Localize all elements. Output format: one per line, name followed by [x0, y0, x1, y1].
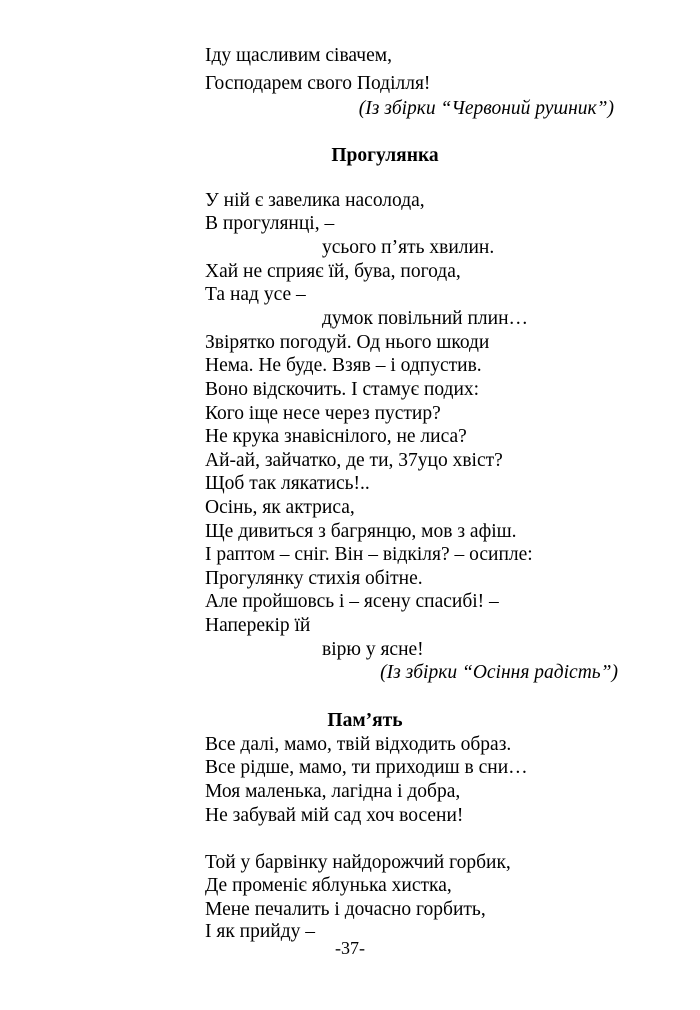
- poem1-line-18: Але пройшовсь і – ясену спасибі! –: [205, 591, 499, 612]
- poem1-line-4: Хай не сприяє їй, бува, погода,: [205, 261, 461, 282]
- poem2-line-7: Мене печалить і дочасно горбить,: [205, 899, 486, 920]
- poem1-title: Прогулянка: [331, 145, 439, 166]
- intro-line-1: Іду щасливим сівачем,: [205, 45, 392, 66]
- intro-line-2: Господарем свого Поділля!: [205, 73, 431, 94]
- poem2-line-2: Все рідше, мамо, ти приходиш в сни…: [205, 757, 528, 778]
- page-number: -37-: [335, 938, 365, 958]
- poem1-line-19: Наперекір їй: [205, 615, 311, 636]
- poem1-line-17: Прогулянку стихія обітне.: [205, 568, 423, 589]
- poem1-line-9: Воно відскочить. І стамує подих:: [205, 379, 480, 400]
- intro-source: (Із збірки “Червоний рушник”): [358, 98, 614, 119]
- poem1-line-3: усього п’ять хвилин.: [322, 237, 495, 258]
- poem2-line-4: Не забувай мій сад хоч восени!: [205, 805, 464, 826]
- poem2-line-5: Той у барвінку найдорожчий горбик,: [205, 852, 511, 873]
- poem1-line-8: Нема. Не буде. Взяв – і одпустив.: [205, 355, 482, 376]
- poem1-line-5: Та над усе –: [205, 284, 306, 305]
- poem1-line-13: Щоб так лякатись!..: [205, 473, 370, 494]
- poem2-line-1: Все далі, мамо, твій відходить образ.: [205, 734, 512, 755]
- poem2-title: Пам’ять: [327, 710, 403, 731]
- poem1-line-6: думок повільний плин…: [322, 308, 529, 329]
- poem1-line-10: Кого іще несе через пустир?: [205, 403, 441, 424]
- poem2-line-8: І як прийду –: [205, 921, 316, 942]
- poem1-line-14: Осінь, як актриса,: [205, 497, 355, 518]
- poem1-source: (Із збірки “Осіння радість”): [380, 662, 618, 683]
- poem1-line-16: І раптом – сніг. Він – відкіля? – осипле:: [205, 544, 533, 565]
- poem2-line-3: Моя маленька, лагідна і добра,: [205, 781, 461, 802]
- poem1-line-12: Ай-ай, зайчатко, де ти, 37уцо хвіст?: [205, 450, 503, 471]
- poem1-line-7: Звірятко погодуй. Од нього шкоди: [205, 332, 490, 353]
- poem1-line-15: Ще дивиться з багрянцю, мов з афіш.: [205, 521, 517, 542]
- poem1-line-20: вірю у ясне!: [322, 639, 424, 660]
- poem1-line-2: В прогулянці, –: [205, 213, 335, 234]
- poem1-line-11: Не крука знавіснілого, не лиса?: [205, 426, 467, 447]
- poem2-line-6: Де променіє яблунька хистка,: [205, 875, 452, 896]
- poem1-line-1: У ній є завелика насолода,: [205, 190, 425, 211]
